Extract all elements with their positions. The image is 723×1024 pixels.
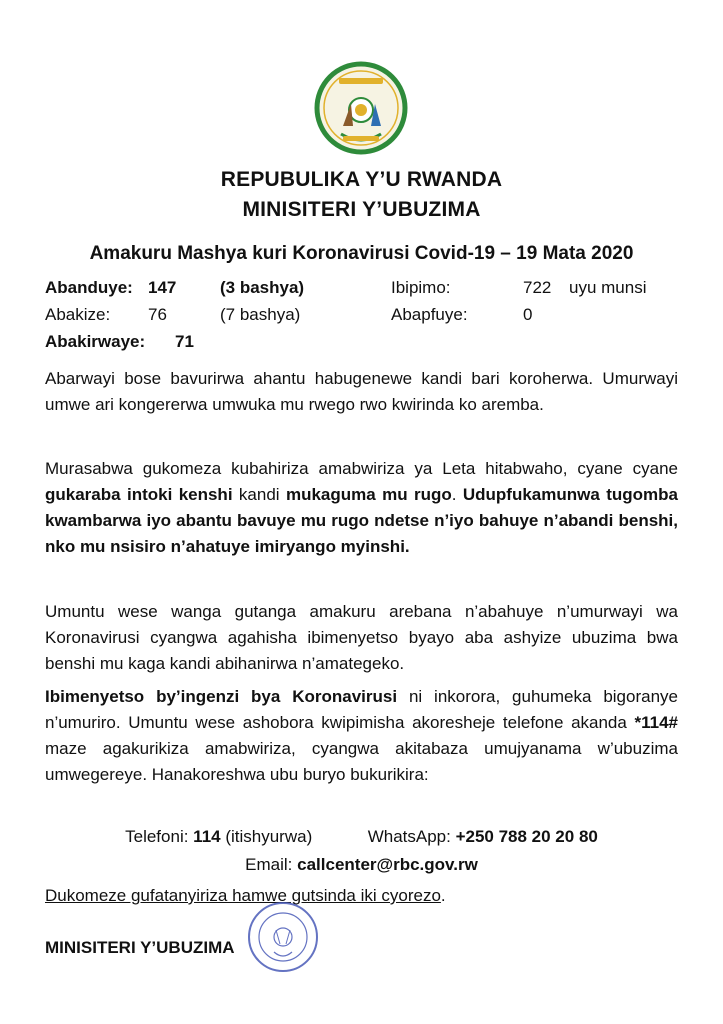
- header-republic: REPUBULIKA Y’U RWANDA: [220, 168, 503, 191]
- text-span: Murasabwa gukomeza kubahiriza amabwiriza ya Leta hitabwaho, cyane cyane: [45, 459, 678, 478]
- text-bold: Udupfukamunwa tugomba kwambarwa iyo abantu bavuye mu rugo ndetse n’iyo bahuye n’abandi benshi, nko mu nsisiro n’ahatuye imiryango myinshi.: [45, 485, 678, 556]
- ministry-stamp-icon: [246, 900, 320, 974]
- contact-phone-row: [0, 827, 723, 847]
- stat-label: Abakize:: [45, 305, 111, 324]
- text-span: ni inkorora, guhumeka bigoranye n’umuriro. Umuntu wese ashobora kwipimisha akoresheje telefone akanda: [45, 687, 678, 732]
- signature: MINISITERI Y’UBUZIMA: [45, 938, 235, 957]
- closing-dot: .: [440, 886, 446, 905]
- stat-value: 76: [148, 305, 167, 324]
- phone-number: 114: [193, 827, 221, 846]
- stat-label: Ibipimo:: [391, 278, 451, 297]
- stat-value: 147: [148, 278, 177, 297]
- text-span: kandi: [232, 485, 286, 504]
- stat-label: Abapfuye:: [391, 305, 468, 324]
- paragraph-warning: Umuntu wese wanga gutanga amakuru arebana n’abahuye n’umurwayi wa Koronavirusi cyangwa agahisha ibimenyetso byayo aba ashyize ubuzima bwa benshi mu kaga kandi abihanirwa n’amategeko.: [45, 602, 678, 673]
- text-bold: *114#: [634, 713, 678, 732]
- stat-new: (7 bashya): [220, 305, 301, 324]
- stat-row-infected: [45, 278, 685, 302]
- header-ministry: MINISITERI Y’UBUZIMA: [242, 198, 481, 221]
- whatsapp-label: WhatsApp:: [367, 827, 456, 846]
- paragraph-guidelines: [45, 456, 678, 560]
- stat-value: 0: [523, 305, 533, 324]
- contact-email-row: [0, 855, 723, 875]
- email-address: callcenter@rbc.gov.rw: [297, 855, 478, 874]
- text-bold: gukaraba intoki kenshi: [45, 485, 233, 504]
- stat-value: 71: [175, 332, 194, 351]
- text-span: maze agakurikiza amabwiriza, cyangwa akitabaza umujyanama w’ubuzima umwegereye. Hanakoreshwa ubu buryo bukurikira:: [45, 739, 678, 784]
- stat-row-active: [45, 332, 685, 356]
- whatsapp-number: +250 788 20 20 80: [455, 827, 598, 846]
- text-span: .: [451, 485, 463, 504]
- stat-label: Abakirwaye:: [45, 332, 146, 351]
- text-bold: Ibimenyetso by’ingenzi bya Koronavirusi: [45, 687, 398, 706]
- phone-note: (itishyurwa): [220, 827, 313, 846]
- stat-new: (3 bashya): [220, 278, 305, 297]
- email-label: Email:: [245, 855, 298, 874]
- closing-text: Dukomeze gufatanyiriza hamwe gutsinda iki cyorezo: [45, 886, 441, 905]
- stat-suffix: uyu munsi: [569, 278, 647, 297]
- paragraph-patients: Abarwayi bose bavurirwa ahantu habugenewe kandi bari koroherwa. Umurwayi umwe ari kongererwa umwuka mu rwego rwo kwirinda ko aremba.: [45, 369, 678, 414]
- stat-row-recovered: [45, 305, 685, 329]
- bulletin-title: Amakuru Mashya kuri Koronavirusi Covid-19 – 19 Mata 2020: [89, 243, 634, 264]
- text-bold: mukaguma mu rugo: [285, 485, 452, 504]
- phone-label: Telefoni:: [125, 827, 194, 846]
- stat-label: Abanduye:: [45, 278, 133, 297]
- stat-value: 722: [523, 278, 552, 297]
- rwanda-coat-of-arms-icon: [313, 60, 409, 156]
- paragraph-symptoms: [45, 684, 678, 788]
